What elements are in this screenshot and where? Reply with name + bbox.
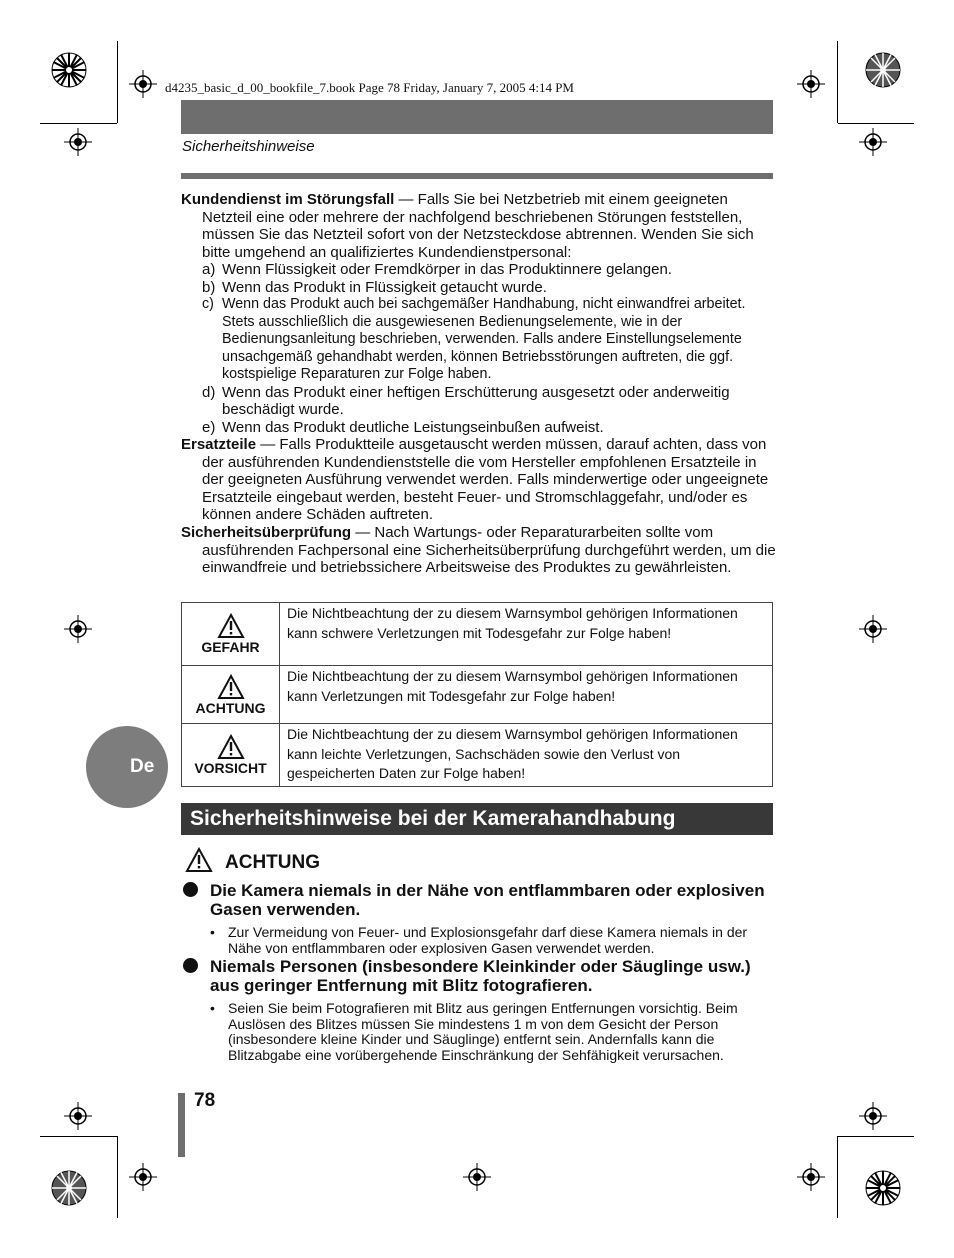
book-header-line: d4235_basic_d_00_bookfile_7.book Page 78 Friday, January 7, 2005 4:14 PM [165, 80, 574, 95]
sub-bullet-text: Seien Sie beim Fotografieren mit Blitz aus geringen Entfernungen vorsichtig. Beim Auslösen des Blitzes müssen Sie mindestens 1 m von dem Gesicht der Person (insbesondere kleine Kinder und Säuglinge) entfernt sein. Andernfalls kann die Blitzabgabe eine vorübergehende Einschränkung der Sehfähigkeit verursachen. [228, 1000, 738, 1063]
sub-bullet-marker: • [210, 1000, 215, 1016]
list-item [181, 279, 776, 297]
warning-symbol-cell [182, 603, 280, 666]
registration-mark-icon [64, 615, 92, 643]
table-row [182, 724, 773, 787]
registration-mark-icon [859, 1102, 887, 1130]
bullet-heading [181, 957, 776, 995]
warning-triangle-icon [217, 674, 245, 700]
sub-bullet-text: Zur Vermeidung von Feuer- und Explosionsgefahr darf diese Kamera niemals in der Nähe von entflammbaren oder explosiven Gasen verwendet werden. [228, 924, 748, 956]
warning-text: Die Nichtbeachtung der zu diesem Warnsymbol gehörigen Informationen kann schwere Verletzungen mit Todesgefahr zur Folge haben! [280, 603, 773, 666]
page-number: 78 [194, 1090, 216, 1111]
color-wheel-icon [865, 1170, 901, 1206]
list-item [181, 261, 776, 279]
paragraph-body [181, 524, 776, 577]
registration-mark-icon [797, 70, 825, 98]
registration-mark-icon [859, 615, 887, 643]
list-item [181, 384, 776, 419]
list-item-text: Wenn das Produkt auch bei sachgemäßer Handhabung, nicht einwandfrei arbeitet. Stets ausschließlich die ausgewiesenen Bedienungselemente, wie in der Bedienungsanleitung beschrieben, verwenden. Falls andere Einstellungselemente unsachgemäß gehandhabt werden, können Betriebsstörungen auftreten, die ggf. kostspielige Reparaturen zur Folge haben. [222, 296, 746, 382]
warning-label: GEFAHR [201, 639, 260, 655]
list-item-text: Wenn das Produkt in Flüssigkeit getaucht wurde. [222, 278, 547, 296]
warning-label: ACHTUNG [195, 699, 266, 716]
language-tab-label: De [130, 756, 155, 777]
achtung-label: ACHTUNG [225, 852, 320, 873]
warning-symbol-table [181, 602, 773, 787]
paragraph-lead: Kundendienst im Störungsfall [181, 191, 395, 208]
paragraph-text: — Falls Sie bei Netzbetrieb mit einem geeigneten Netzteil eine oder mehrere der nachfolgend beschriebenen Störungen feststellen, müssen Sie das Netzteil sofort von der Netzsteckdose abtrennen. Wenden Sie sich bitte umgehend an qualifiziertes Kundendienstpersonal: [202, 191, 754, 261]
registration-mark-icon [859, 128, 887, 156]
page-bar [178, 1093, 185, 1157]
paragraph-lead: Sicherheitsüberprüfung [181, 524, 352, 541]
warning-text: Die Nichtbeachtung der zu diesem Warnsymbol gehörigen Informationen kann leichte Verletzungen, Sachschäden sowie den Verlust von gespeicherten Daten zur Folge haben! [280, 724, 773, 787]
section-title-text: Sicherheitshinweise bei der Kamerahandhabung [190, 807, 676, 830]
bullet-heading [181, 881, 776, 919]
warning-triangle-icon [217, 613, 245, 639]
section-label: Sicherheitshinweise [182, 138, 315, 155]
warning-symbol-cell [182, 724, 280, 787]
paragraph-ersatzteile [181, 436, 776, 524]
list-item [181, 419, 776, 437]
registration-mark-icon [129, 1163, 157, 1191]
list-item-text: Wenn Flüssigkeit oder Fremdkörper in das Produktinnere gelangen. [222, 261, 672, 278]
registration-mark-icon [129, 70, 157, 98]
sub-bullet [181, 1001, 776, 1063]
paragraph-pruefung [181, 524, 776, 577]
bullet-dot-icon [183, 958, 198, 973]
header-band [181, 100, 773, 134]
warning-triangle-icon [217, 734, 245, 760]
language-tab [86, 726, 168, 808]
registration-mark-icon [64, 1102, 92, 1130]
registration-mark-icon [64, 128, 92, 156]
bullet-heading-text: Niemals Personen (insbesondere Kleinkinder oder Säuglinge usw.) aus geringer Entfernung mit Blitz fotografieren. [210, 957, 751, 995]
list-marker: d) [202, 383, 216, 401]
achtung-heading [185, 847, 320, 879]
paragraph-kundendienst [181, 191, 776, 436]
registration-mark-icon [797, 1163, 825, 1191]
list-item [181, 296, 776, 384]
bullet-dot-icon [183, 882, 198, 897]
sub-bullet [181, 925, 776, 956]
list-item-text: Wenn das Produkt einer heftigen Erschütterung ausgesetzt oder anderweitig beschädigt wurde. [222, 383, 730, 418]
registration-mark-icon [463, 1163, 491, 1191]
warning-symbol-cell [182, 666, 280, 724]
list-marker: e) [202, 418, 216, 436]
paragraph-body [181, 436, 776, 524]
color-wheel-icon [865, 52, 901, 88]
sub-bullet-marker: • [210, 924, 215, 940]
warning-text: Die Nichtbeachtung der zu diesem Warnsymbol gehörigen Informationen kann Verletzungen mit Todesgefahr zur Folge haben! [280, 666, 773, 724]
bullet-heading-text: Die Kamera niemals in der Nähe von entflammbaren oder explosiven Gasen verwenden. [210, 881, 765, 919]
warning-triangle-icon [185, 847, 213, 873]
color-wheel-icon [51, 52, 87, 88]
paragraph-lead: Ersatzteile [181, 436, 257, 453]
list-item-text: Wenn das Produkt deutliche Leistungseinbußen aufweist. [222, 418, 604, 436]
warning-label: VORSICHT [194, 760, 267, 776]
list-marker: a) [202, 261, 216, 278]
paragraph-text: — Nach Wartungs- oder Reparaturarbeiten sollte vom ausführenden Fachpersonal eine Sicherheitsüberprüfung durchgeführt werden, um die einwandfreie und betriebssichere Arbeitsweise des Produktes zu gewährleisten. [202, 524, 776, 576]
paragraph-text: — Falls Produktteile ausgetauscht werden müssen, darauf achten, dass von der ausführenden Kundendienststelle die vom Hersteller empfohlenen Ersatzteile in der geeigneten Ausführung verwendet werden. Falls minderwertige oder ungeeignete Ersatzteile eingebaut werden, besteht Feuer- und Stromschlaggefahr, und/oder es können andere Schäden auftreten. [202, 436, 769, 523]
table-row [182, 603, 773, 666]
section-title [181, 803, 773, 835]
paragraph-body [181, 191, 776, 261]
color-wheel-icon [51, 1170, 87, 1206]
bullet-item [181, 881, 776, 956]
table-row [182, 666, 773, 724]
list-marker: c) [202, 296, 214, 312]
bullet-item [181, 957, 776, 1063]
list-marker: b) [202, 278, 216, 296]
header-rule [181, 173, 773, 179]
